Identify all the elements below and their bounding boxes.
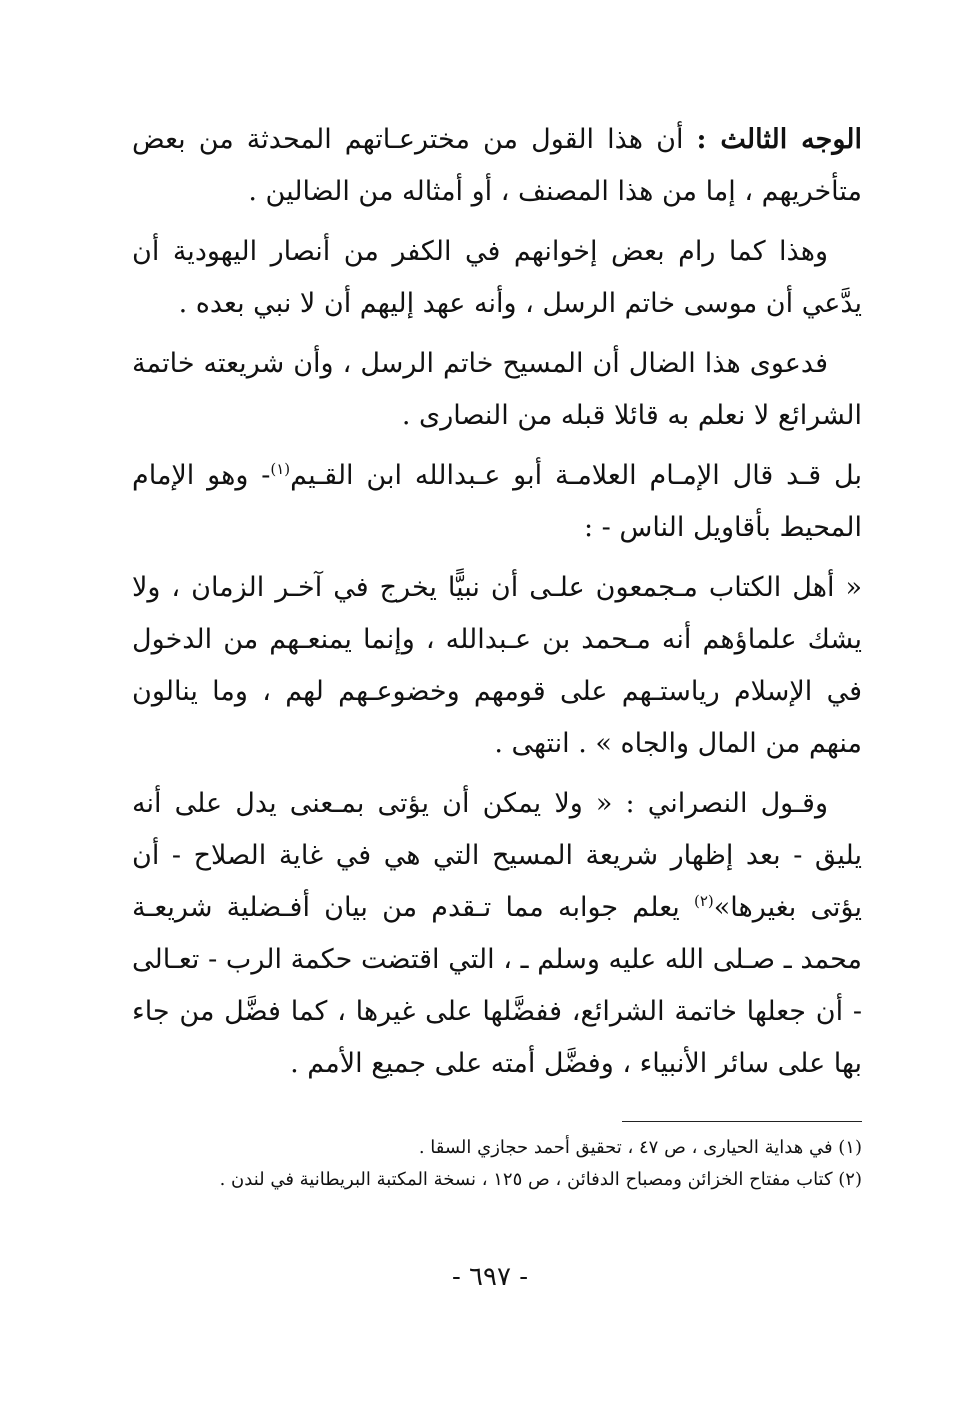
paragraph-text: بل قـد قال الإمـام العلامـة أبو عـبدالله ابن القـيم	[290, 460, 862, 491]
paragraph-christian-statement	[132, 778, 862, 1090]
paragraph-third-aspect	[132, 114, 862, 218]
paragraph-text: « أهل الكتاب مـجمعون علـى أن نبيًّا يخرج في آخـر الزمان ، ولا يشك علماؤهم أنه مـحمد بن عـبدالله ، وإنما يمنعـهم من الدخول في الإسلام رياستـهم على قومهم وخضوعـهم لهم ، وما ينالون منهم من المال والجاه » . انتهى .	[132, 572, 862, 759]
footnotes	[132, 1132, 862, 1196]
footnote-ref-1: (١)	[270, 460, 291, 478]
paragraph-claim-refuted	[132, 338, 862, 442]
paragraph-quotation	[132, 562, 862, 770]
page-number: - ٦٩٧ -	[451, 1262, 529, 1292]
main-text	[132, 114, 862, 1098]
footnote-separator	[622, 1121, 862, 1122]
paragraph-text-continued: - وهو الإمام المحيط بأقاويل الناس - :	[132, 460, 862, 543]
section-lead: الوجه الثالث :	[696, 124, 862, 155]
footnote-ref-2: (٢)	[693, 892, 714, 910]
paragraph-text: وهذا كما رام بعض إخوانهم في الكفر من أنصار اليهودية أن يدَّعي أن موسى خاتم الرسل ، وأنه عهد إليهم أن لا نبي بعده .	[132, 236, 862, 319]
paragraph-ibn-qayyim-intro	[132, 450, 862, 554]
paragraph-text-continued: يعلم جوابه مما تـقدم من بيان أفـضلية شريعـة محمد ـ صـلى الله عليه وسلم ـ ، التي اقتضت حكمة الرب - تعـالى - أن جعلها خاتمة الشرائع، ففضَّلها على غيرها ، كما فضَّل من جاء بها على سائر الأنبياء ، وفضَّل أمته على جميع الأمم .	[132, 892, 862, 1079]
paragraph-text: وقـول النصراني : « ولا يمكن أن يؤتى بمـعنى يدل على أنه يليق - بعد إظهار شريعة المسيح التي هي في غاية الصلاح - أن يؤتى بغيرها»	[132, 788, 863, 923]
footnote-1: (١) في هداية الحيارى ، ص ٤٧ ، تحقيق أحمد حجازي السقا .	[418, 1137, 862, 1158]
paragraph-judaism-comparison	[132, 226, 862, 330]
paragraph-text: فدعوى هذا الضال أن المسيح خاتم الرسل ، وأن شريعته خاتمة الشرائع لا نعلم به قائلا قبله من النصارى .	[132, 348, 862, 431]
footnote-2: (٢) كتاب مفتاح الخزائن ومصباح الدفائن ، ص ١٢٥ ، نسخة المكتبة البريطانية في لندن .	[219, 1169, 862, 1190]
paragraph-text: أن هذا القول من مخترعـاتهم المحدثة من بعض متأخريهم ، إما من هذا المصنف ، أو أمثاله من الضالين .	[132, 124, 862, 207]
